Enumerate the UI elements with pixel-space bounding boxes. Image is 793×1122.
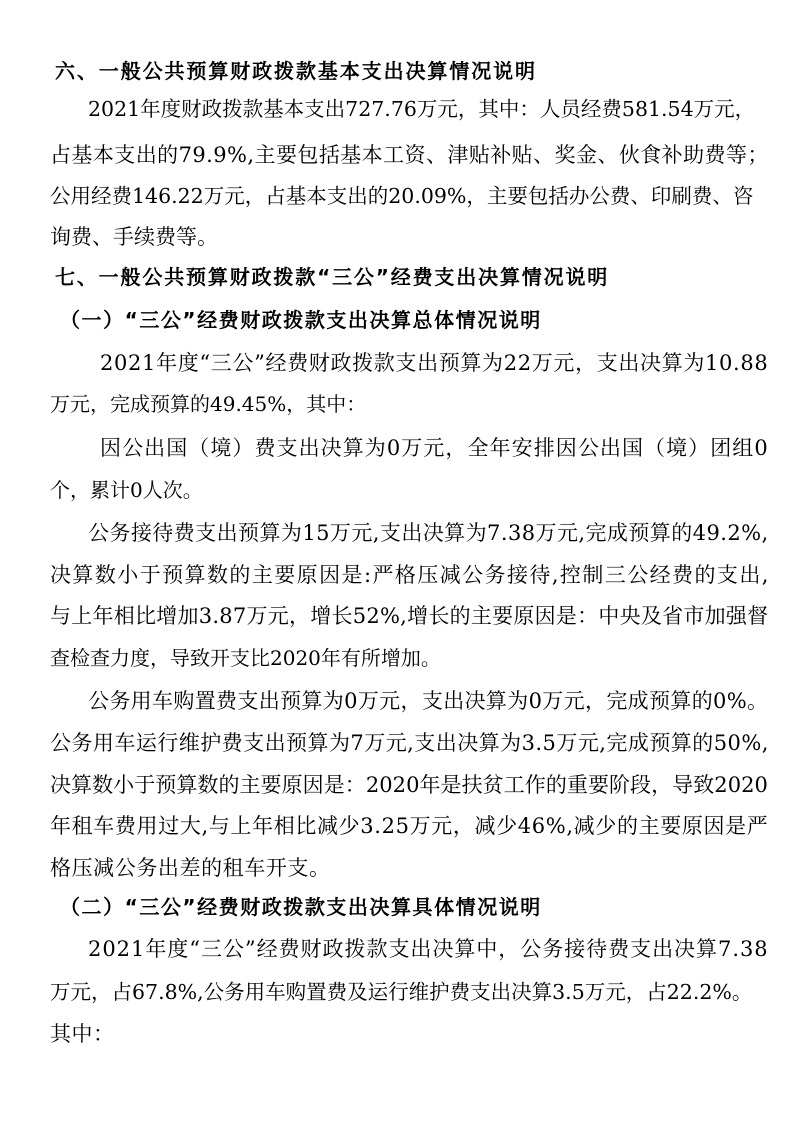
body-line: 与上年相比增加3.87万元，增长52%,增长的主要原因是：中央及省市加强督 xyxy=(50,604,769,628)
body-line: 2021年度“三公”经费财政拨款支出决算中，公务接待费支出决算7.38 xyxy=(88,937,769,961)
body-line: 个，累计0人次。 xyxy=(50,478,203,502)
body-line: 占基本支出的79.9%,主要包括基本工资、津贴补贴、奖金、伙食补助费等； xyxy=(50,143,769,167)
body-line: 因公出国（境）费支出决算为0万元，全年安排因公出国（境）团组0 xyxy=(100,436,769,460)
body-line: 公务用车购置费支出预算为0万元，支出决算为0万元，完成预算的0%。 xyxy=(88,689,769,713)
body-line: 年租车费用过大,与上年相比减少3.25万元，减少46%,减少的主要原因是严 xyxy=(50,814,769,838)
body-line: 公务接待费支出预算为15万元,支出决算为7.38万元,完成预算的49.2%, xyxy=(88,521,769,545)
body-line: 询费、手续费等。 xyxy=(50,225,218,249)
body-line: 公用经费146.22万元，占基本支出的20.09%，主要包括办公费、印刷费、咨 xyxy=(50,184,754,208)
section-7-heading: 七、一般公共预算财政拨款“三公”经费支出决算情况说明 xyxy=(55,265,610,289)
body-line: 万元，占67.8%,公务用车购置费及运行维护费支出决算3.5万元，占22.2%。 xyxy=(50,980,753,1004)
body-line: 万元，完成预算的49.45%，其中： xyxy=(50,392,367,416)
subsection-1-heading: （一）“三公”经费财政拨款支出决算总体情况说明 xyxy=(60,308,542,332)
subsection-2-heading: （二）“三公”经费财政拨款支出决算具体情况说明 xyxy=(60,895,542,919)
body-line: 2021年度财政拨款基本支出727.76万元，其中：人员经费581.54万元， xyxy=(88,97,756,121)
section-6-heading: 六、一般公共预算财政拨款基本支出决算情况说明 xyxy=(55,59,537,83)
body-line: 2021年度“三公”经费财政拨款支出预算为22万元，支出决算为10.88 xyxy=(100,351,769,375)
body-line: 其中： xyxy=(50,1022,115,1046)
body-line: 公务用车运行维护费支出预算为7万元,支出决算为3.5万元,完成预算的50%, xyxy=(50,731,769,755)
body-line: 格压减公务出差的租车开支。 xyxy=(50,856,331,880)
body-line: 决算数小于预算数的主要原因是：2020年是扶贫工作的重要阶段，导致2020 xyxy=(50,773,768,797)
body-line: 决算数小于预算数的主要原因是:严格压减公务接待,控制三公经费的支出, xyxy=(50,563,770,587)
body-line: 查检查力度，导致开支比2020年有所增加。 xyxy=(50,646,441,670)
